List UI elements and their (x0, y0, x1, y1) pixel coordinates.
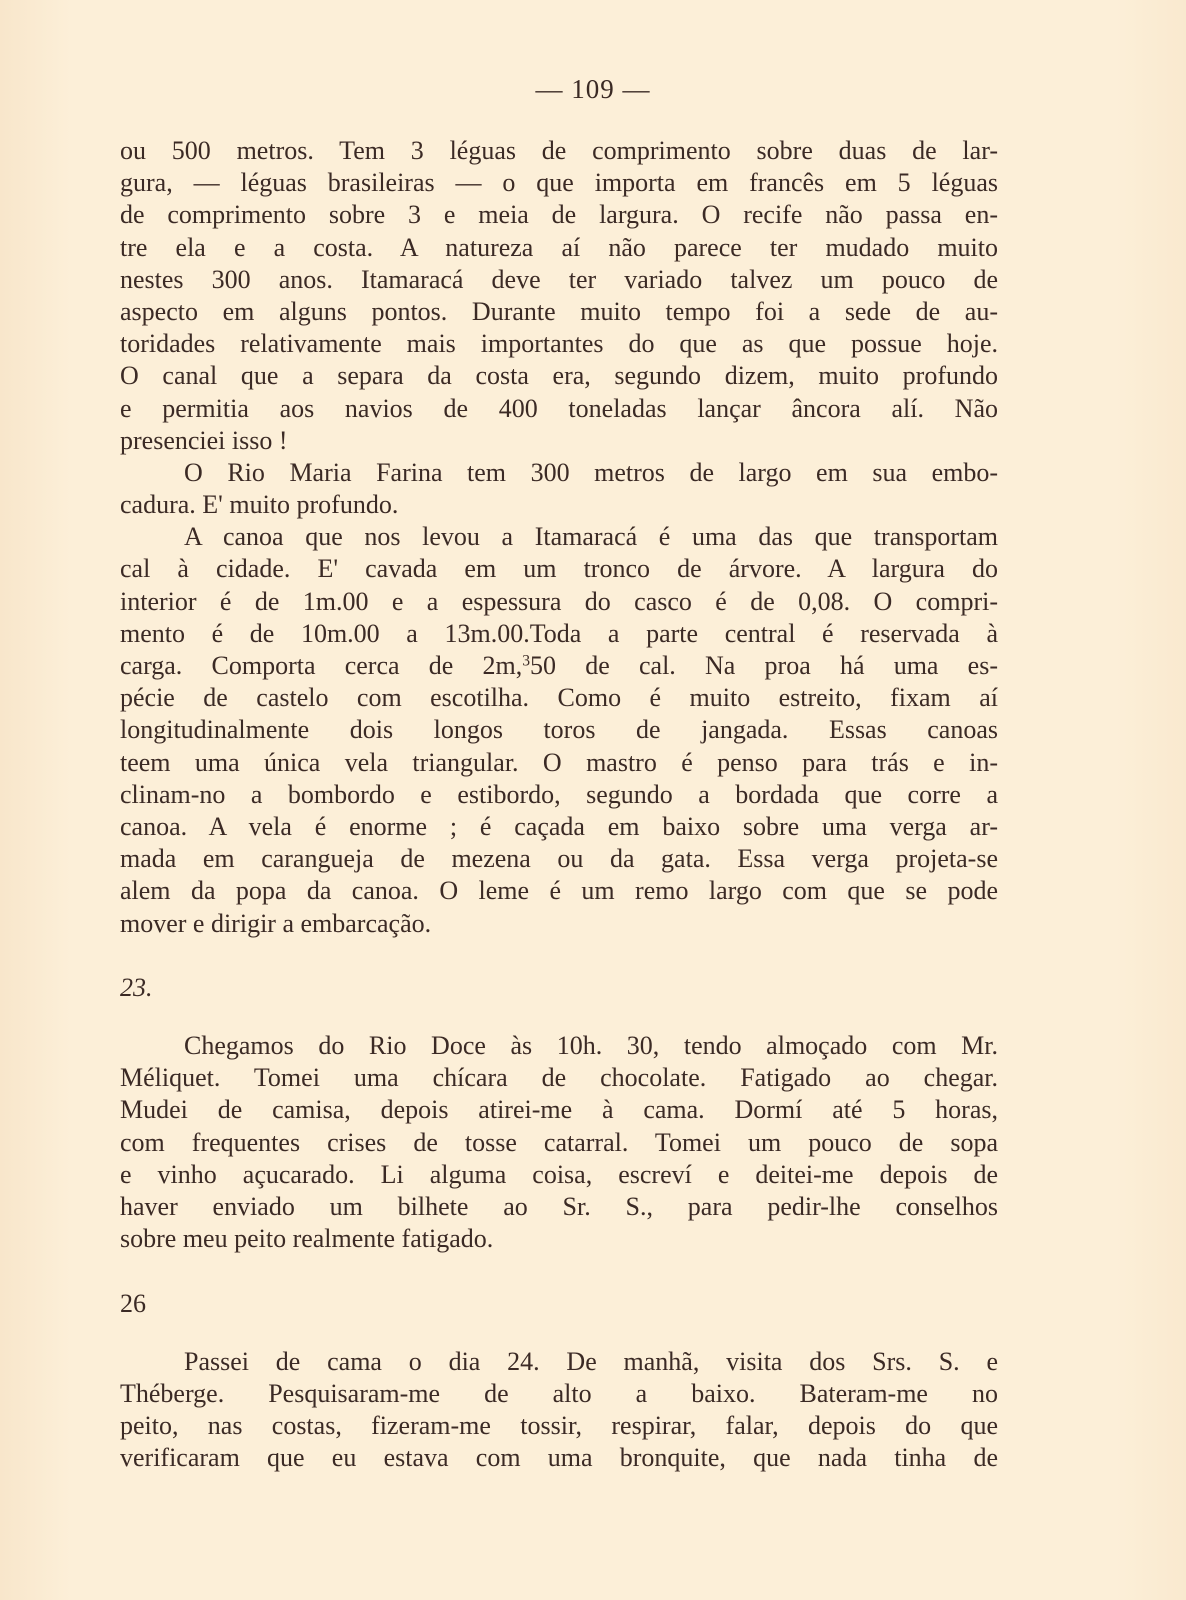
text-line: clinam-no a bombordo e estibordo, segundo a bordada que corre a (120, 779, 998, 809)
text-line: mada em carangueja de mezena ou da gata. Essa verga projeta-se (120, 844, 998, 874)
superscript: 3 (522, 652, 531, 670)
text-line: tre ela e a costa. A natureza aí não parece ter mudado muito (120, 232, 998, 262)
paragraph-entry-23 (120, 1030, 998, 1255)
text-line: longitudinalmente dois longos toros de jangada. Essas canoas (120, 715, 998, 745)
text-line: pécie de castelo com escotilha. Como é muito estreito, fixam aí (120, 683, 998, 713)
text-line: peito, nas costas, fizeram-me tossir, respirar, falar, depois do que (120, 1411, 998, 1441)
paragraph-rio-maria-farina (120, 457, 998, 521)
text-line: canoa. A vela é enorme ; é caçada em baixo sobre uma verga ar- (120, 811, 998, 841)
paragraph-canoa (120, 521, 998, 939)
text-line: A canoa que nos levou a Itamaracá é uma das que transportam (184, 522, 998, 552)
entry-date-heading: 26 (120, 1288, 146, 1318)
text-line: e permitia aos navios de 400 toneladas lançar âncora alí. Não (120, 393, 998, 423)
text-line: interior é de 1m.00 e a espessura do casco é de 0,08. O compri- (120, 586, 998, 616)
text-line: haver enviado um bilhete ao Sr. S., para pedir-lhe conselhos (120, 1192, 998, 1221)
text-line: Mudei de camisa, depois atirei-me à cama. Dormí até 5 horas, (120, 1095, 998, 1125)
page-number: — 109 — (535, 74, 651, 104)
text-fragment: carga. Comporta cerca de 2m, (120, 651, 523, 680)
text-line: nestes 300 anos. Itamaracá deve ter variado talvez um pouco de (120, 264, 998, 294)
text-line: cadura. E' muito profundo. (120, 490, 399, 520)
spacer (120, 1320, 998, 1346)
text-line: aspecto em alguns pontos. Durante muito tempo foi a sede de au- (120, 296, 998, 326)
text-line: mento é de 10m.00 a 13m.00.Toda a parte central é reservada à (120, 618, 998, 648)
text-line: gura, — léguas brasileiras — o que importa em francês em 5 léguas (120, 168, 998, 198)
text-line: cal à cidade. E' cavada em um tronco de árvore. A largura do (120, 554, 998, 584)
text-line: de comprimento sobre 3 e meia de largura. O recife não passa en- (120, 200, 998, 230)
text-line: teem uma única vela triangular. O mastro é penso para trás e in- (120, 747, 998, 777)
text-line: O canal que a separa da costa era, segundo dizem, muito profundo (120, 361, 998, 391)
entry-date-heading: 23. (120, 972, 153, 1002)
text-line: O Rio Maria Farina tem 300 metros de largo em sua embo- (184, 457, 998, 487)
spacer (120, 1255, 998, 1287)
text-line-with-superscript (120, 650, 998, 682)
text-line: presenciei isso ! (120, 425, 288, 455)
text-line: toridades relativamente mais importantes do que as que possue hoje. (120, 329, 998, 359)
text-line: sobre meu peito realmente fatigado. (120, 1224, 494, 1254)
text-line: mover e dirigir a embarcação. (120, 908, 432, 938)
spacer (120, 1004, 998, 1030)
text-line: Méliquet. Tomei uma chícara de chocolate. Fatigado ao chegar. (120, 1063, 998, 1093)
text-line: alem da popa da canoa. O leme é um remo largo com que se pode (120, 876, 998, 906)
text-line: verificaram que eu estava com uma bronquite, que nada tinha de (120, 1443, 998, 1473)
text-line: Théberge. Pesquisaram-me de alto a baixo. Bateram-me no (120, 1378, 998, 1408)
text-line: e vinho açucarado. Li alguma coisa, escreví e deitei-me depois de (120, 1159, 998, 1189)
paragraph-itamaraca (120, 135, 998, 457)
text-fragment: 50 de cal. Na proa há uma es- (530, 651, 998, 680)
text-line: Chegamos do Rio Doce às 10h. 30, tendo almoçado com Mr. (184, 1031, 998, 1061)
text-line: ou 500 metros. Tem 3 léguas de comprimento sobre duas de lar- (120, 136, 998, 165)
spacer (120, 940, 998, 972)
text-line: com frequentes crises de tosse catarral. Tomei um pouco de sopa (120, 1127, 998, 1157)
paragraph-entry-26 (120, 1346, 998, 1475)
text-line: Passei de cama o dia 24. De manhã, visita dos Srs. S. e (184, 1346, 998, 1376)
page-body (120, 135, 998, 1475)
